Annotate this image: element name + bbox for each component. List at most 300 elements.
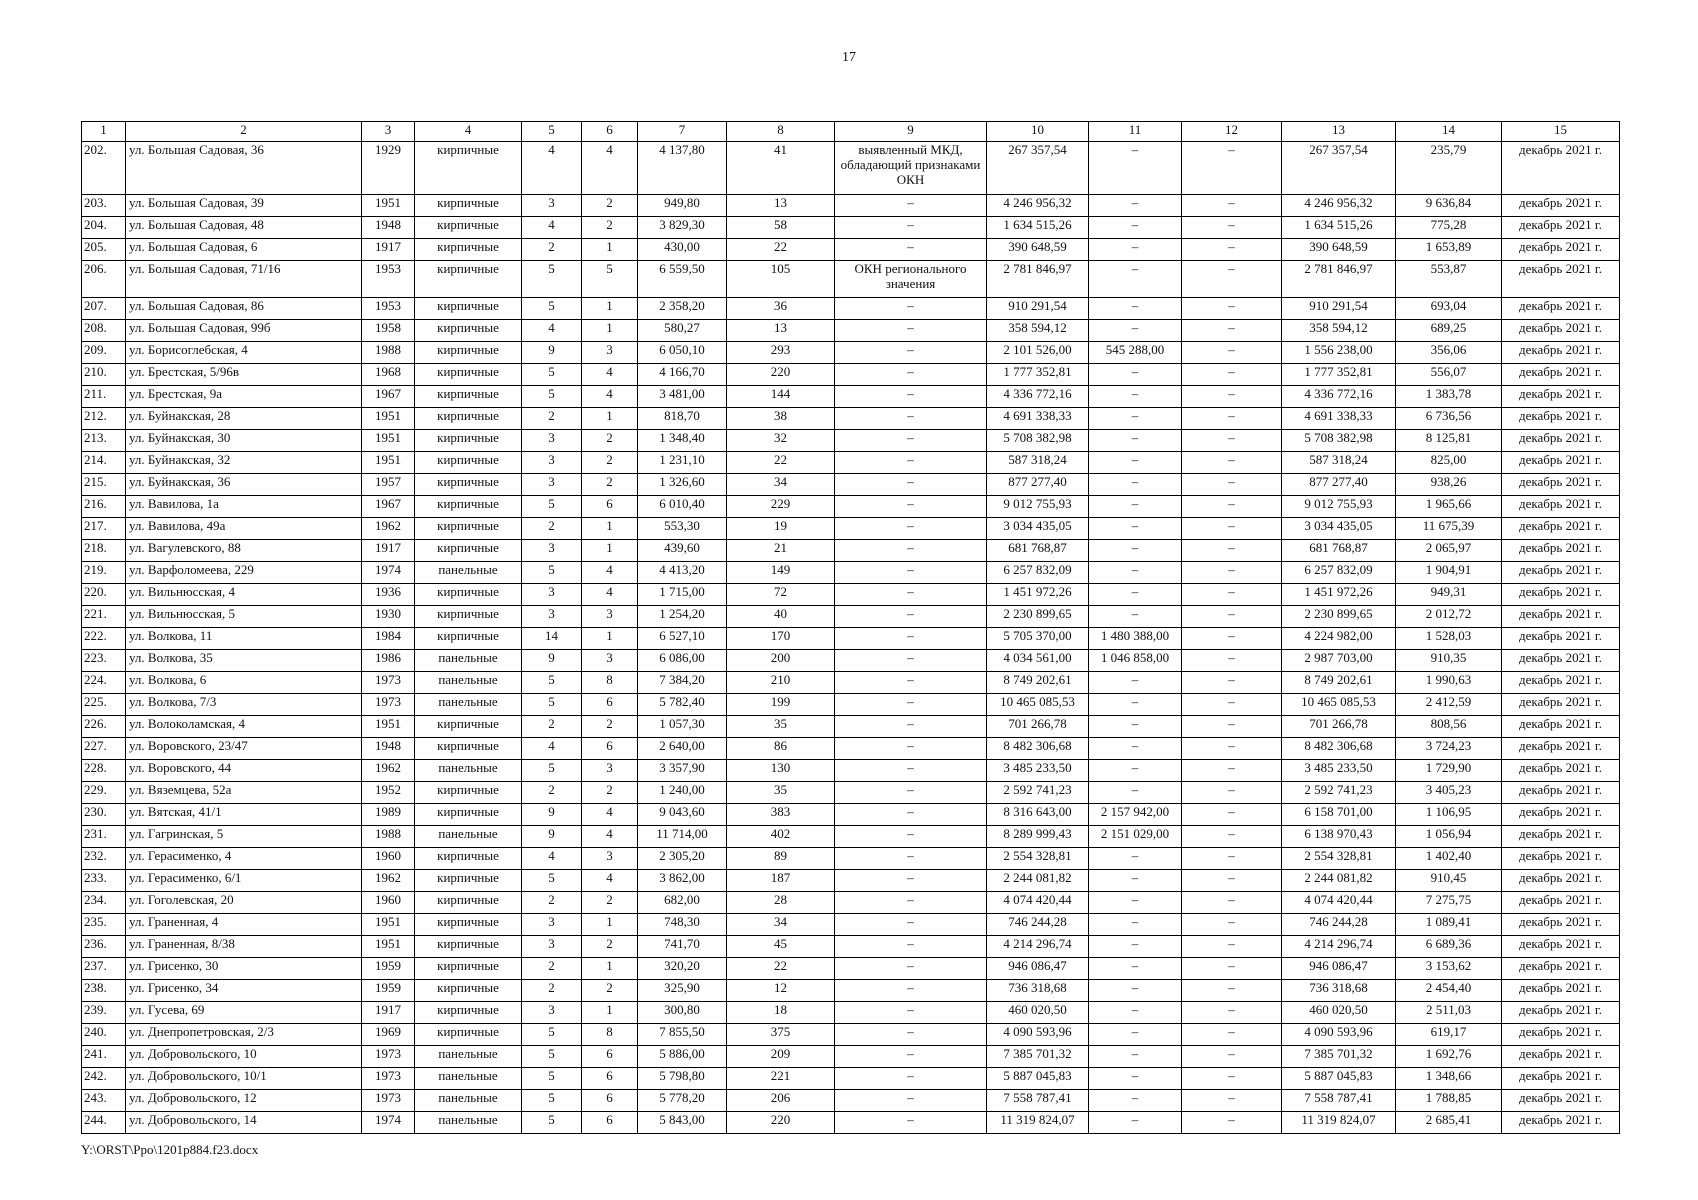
table-row bbox=[82, 195, 1620, 217]
table-cell-col-6: 3 bbox=[582, 606, 638, 628]
table-cell-col-2: ул. Добровольского, 14 bbox=[126, 1112, 362, 1134]
table-cell-col-13: 2 554 328,81 bbox=[1282, 848, 1396, 870]
table-cell-col-5: 5 bbox=[522, 672, 582, 694]
table-cell-col-7: 553,30 bbox=[638, 518, 727, 540]
table-cell-col-10: 460 020,50 bbox=[987, 1002, 1089, 1024]
table-cell-col-14: 356,06 bbox=[1396, 342, 1502, 364]
table-cell-col-6: 1 bbox=[582, 540, 638, 562]
table-row bbox=[82, 408, 1620, 430]
table-cell-col-3: 1984 bbox=[362, 628, 415, 650]
table-cell-col-5: 5 bbox=[522, 261, 582, 298]
table-cell-col-6: 2 bbox=[582, 936, 638, 958]
table-cell-col-9: – bbox=[835, 804, 987, 826]
table-cell-col-7: 9 043,60 bbox=[638, 804, 727, 826]
table-cell-col-15: декабрь 2021 г. bbox=[1502, 1090, 1620, 1112]
table-cell-col-3: 1959 bbox=[362, 980, 415, 1002]
table-cell-col-3: 1951 bbox=[362, 195, 415, 217]
table-cell-col-13: 877 277,40 bbox=[1282, 474, 1396, 496]
table-cell-col-13: 587 318,24 bbox=[1282, 452, 1396, 474]
table-row bbox=[82, 474, 1620, 496]
table-cell-col-4: кирпичные bbox=[415, 848, 522, 870]
table-row bbox=[82, 298, 1620, 320]
table-cell-col-5: 2 bbox=[522, 782, 582, 804]
table-cell-col-10: 6 257 832,09 bbox=[987, 562, 1089, 584]
table-cell-col-4: кирпичные bbox=[415, 584, 522, 606]
table-cell-col-11: – bbox=[1089, 239, 1182, 261]
table-cell-col-2: ул. Герасименко, 6/1 bbox=[126, 870, 362, 892]
table-cell-col-6: 6 bbox=[582, 1112, 638, 1134]
table-cell-col-10: 2 244 081,82 bbox=[987, 870, 1089, 892]
table-cell-col-14: 11 675,39 bbox=[1396, 518, 1502, 540]
table-cell-col-14: 775,28 bbox=[1396, 217, 1502, 239]
table-cell-col-2: ул. Волкова, 11 bbox=[126, 628, 362, 650]
table-cell-col-9: – bbox=[835, 518, 987, 540]
table-cell-col-3: 1951 bbox=[362, 716, 415, 738]
table-cell-col-1: 202. bbox=[82, 142, 126, 195]
table-cell-col-15: декабрь 2021 г. bbox=[1502, 1068, 1620, 1090]
table-cell-col-6: 1 bbox=[582, 958, 638, 980]
table-cell-col-9: – bbox=[835, 239, 987, 261]
table-cell-col-7: 6 527,10 bbox=[638, 628, 727, 650]
table-cell-col-3: 1962 bbox=[362, 760, 415, 782]
table-cell-col-6: 8 bbox=[582, 672, 638, 694]
table-cell-col-8: 18 bbox=[727, 1002, 835, 1024]
table-cell-col-2: ул. Гагринская, 5 bbox=[126, 826, 362, 848]
table-cell-col-15: декабрь 2021 г. bbox=[1502, 452, 1620, 474]
table-cell-col-12: – bbox=[1182, 342, 1282, 364]
table-cell-col-2: ул. Граненная, 8/38 bbox=[126, 936, 362, 958]
table-row bbox=[82, 430, 1620, 452]
table-cell-col-9: – bbox=[835, 584, 987, 606]
table-cell-col-14: 1 348,66 bbox=[1396, 1068, 1502, 1090]
table-cell-col-8: 130 bbox=[727, 760, 835, 782]
table-cell-col-11: – bbox=[1089, 217, 1182, 239]
table-cell-col-11: – bbox=[1089, 914, 1182, 936]
table-cell-col-5: 5 bbox=[522, 298, 582, 320]
table-cell-col-7: 6 010,40 bbox=[638, 496, 727, 518]
table-cell-col-11: – bbox=[1089, 672, 1182, 694]
table-cell-col-9: выявленный МКД, обладающий признаками ОКН bbox=[835, 142, 987, 195]
table-cell-col-9: – bbox=[835, 1090, 987, 1112]
table-cell-col-2: ул. Буйнакская, 36 bbox=[126, 474, 362, 496]
table-cell-col-14: 1 528,03 bbox=[1396, 628, 1502, 650]
table-cell-col-7: 5 778,20 bbox=[638, 1090, 727, 1112]
table-cell-col-7: 7 855,50 bbox=[638, 1024, 727, 1046]
table-cell-col-4: кирпичные bbox=[415, 408, 522, 430]
table-cell-col-6: 2 bbox=[582, 716, 638, 738]
table-cell-col-8: 13 bbox=[727, 320, 835, 342]
table-cell-col-13: 4 224 982,00 bbox=[1282, 628, 1396, 650]
table-cell-col-14: 2 511,03 bbox=[1396, 1002, 1502, 1024]
table-cell-col-13: 7 385 701,32 bbox=[1282, 1046, 1396, 1068]
table-cell-col-1: 213. bbox=[82, 430, 126, 452]
table-cell-col-9: – bbox=[835, 320, 987, 342]
table-cell-col-11: – bbox=[1089, 408, 1182, 430]
table-row bbox=[82, 540, 1620, 562]
table-cell-col-1: 226. bbox=[82, 716, 126, 738]
table-row bbox=[82, 804, 1620, 826]
table-cell-col-8: 206 bbox=[727, 1090, 835, 1112]
table-cell-col-9: – bbox=[835, 606, 987, 628]
table-cell-col-5: 5 bbox=[522, 1068, 582, 1090]
table-cell-col-14: 1 383,78 bbox=[1396, 386, 1502, 408]
table-cell-col-5: 5 bbox=[522, 1090, 582, 1112]
table-cell-col-9: – bbox=[835, 628, 987, 650]
table-cell-col-12: – bbox=[1182, 958, 1282, 980]
table-cell-col-8: 28 bbox=[727, 892, 835, 914]
table-cell-col-13: 2 987 703,00 bbox=[1282, 650, 1396, 672]
table-cell-col-4: кирпичные bbox=[415, 452, 522, 474]
table-cell-col-14: 3 405,23 bbox=[1396, 782, 1502, 804]
table-cell-col-8: 86 bbox=[727, 738, 835, 760]
table-cell-col-3: 1951 bbox=[362, 430, 415, 452]
table-cell-col-10: 9 012 755,93 bbox=[987, 496, 1089, 518]
table-cell-col-10: 4 090 593,96 bbox=[987, 1024, 1089, 1046]
table-row bbox=[82, 1068, 1620, 1090]
table-cell-col-7: 300,80 bbox=[638, 1002, 727, 1024]
table-cell-col-10: 4 214 296,74 bbox=[987, 936, 1089, 958]
table-cell-col-7: 6 086,00 bbox=[638, 650, 727, 672]
table-cell-col-5: 2 bbox=[522, 239, 582, 261]
table-cell-col-6: 4 bbox=[582, 562, 638, 584]
column-number-14: 14 bbox=[1396, 122, 1502, 142]
table-cell-col-1: 243. bbox=[82, 1090, 126, 1112]
table-cell-col-1: 204. bbox=[82, 217, 126, 239]
table-cell-col-12: – bbox=[1182, 1024, 1282, 1046]
table-cell-col-2: ул. Борисоглебская, 4 bbox=[126, 342, 362, 364]
table-cell-col-1: 238. bbox=[82, 980, 126, 1002]
table-cell-col-3: 1967 bbox=[362, 496, 415, 518]
table-cell-col-12: – bbox=[1182, 1090, 1282, 1112]
table-cell-col-7: 1 254,20 bbox=[638, 606, 727, 628]
table-cell-col-11: – bbox=[1089, 848, 1182, 870]
table-cell-col-15: декабрь 2021 г. bbox=[1502, 936, 1620, 958]
table-cell-col-10: 8 482 306,68 bbox=[987, 738, 1089, 760]
table-cell-col-7: 5 782,40 bbox=[638, 694, 727, 716]
table-cell-col-3: 1953 bbox=[362, 298, 415, 320]
table-cell-col-8: 220 bbox=[727, 364, 835, 386]
table-cell-col-12: – bbox=[1182, 606, 1282, 628]
table-cell-col-3: 1973 bbox=[362, 1090, 415, 1112]
table-cell-col-4: кирпичные bbox=[415, 1002, 522, 1024]
table-cell-col-8: 40 bbox=[727, 606, 835, 628]
table-cell-col-8: 22 bbox=[727, 958, 835, 980]
table-cell-col-13: 701 266,78 bbox=[1282, 716, 1396, 738]
table-cell-col-3: 1930 bbox=[362, 606, 415, 628]
table-cell-col-4: панельные bbox=[415, 1090, 522, 1112]
table-cell-col-4: кирпичные bbox=[415, 716, 522, 738]
table-cell-col-6: 6 bbox=[582, 1046, 638, 1068]
table-row bbox=[82, 496, 1620, 518]
table-cell-col-9: – bbox=[835, 364, 987, 386]
table-cell-col-9: – bbox=[835, 195, 987, 217]
table-cell-col-14: 1 402,40 bbox=[1396, 848, 1502, 870]
table-cell-col-14: 693,04 bbox=[1396, 298, 1502, 320]
file-path-footer: Y:\ORST\Ppo\1201p884.f23.docx bbox=[81, 1142, 259, 1157]
table-cell-col-4: кирпичные bbox=[415, 738, 522, 760]
table-cell-col-5: 5 bbox=[522, 496, 582, 518]
table-cell-col-3: 1929 bbox=[362, 142, 415, 195]
table-cell-col-4: кирпичные bbox=[415, 914, 522, 936]
table-cell-col-10: 681 768,87 bbox=[987, 540, 1089, 562]
table-cell-col-5: 4 bbox=[522, 848, 582, 870]
table-cell-col-8: 32 bbox=[727, 430, 835, 452]
table-cell-col-11: – bbox=[1089, 584, 1182, 606]
table-cell-col-9: – bbox=[835, 914, 987, 936]
table-cell-col-3: 1951 bbox=[362, 914, 415, 936]
table-cell-col-15: декабрь 2021 г. bbox=[1502, 738, 1620, 760]
table-cell-col-15: декабрь 2021 г. bbox=[1502, 1112, 1620, 1134]
table-cell-col-6: 2 bbox=[582, 474, 638, 496]
table-cell-col-10: 3 034 435,05 bbox=[987, 518, 1089, 540]
table-cell-col-1: 207. bbox=[82, 298, 126, 320]
table-cell-col-13: 8 482 306,68 bbox=[1282, 738, 1396, 760]
table-cell-col-4: кирпичные bbox=[415, 239, 522, 261]
table-cell-col-4: панельные bbox=[415, 1112, 522, 1134]
table-row bbox=[82, 760, 1620, 782]
table-cell-col-2: ул. Герасименко, 4 bbox=[126, 848, 362, 870]
table-cell-col-15: декабрь 2021 г. bbox=[1502, 628, 1620, 650]
table-row bbox=[82, 1090, 1620, 1112]
column-number-9: 9 bbox=[835, 122, 987, 142]
table-cell-col-8: 22 bbox=[727, 452, 835, 474]
table-cell-col-3: 1974 bbox=[362, 1112, 415, 1134]
table-cell-col-12: – bbox=[1182, 474, 1282, 496]
table-cell-col-12: – bbox=[1182, 195, 1282, 217]
table-cell-col-1: 231. bbox=[82, 826, 126, 848]
table-cell-col-2: ул. Добровольского, 10/1 bbox=[126, 1068, 362, 1090]
table-cell-col-7: 2 640,00 bbox=[638, 738, 727, 760]
table-cell-col-4: кирпичные bbox=[415, 1024, 522, 1046]
table-cell-col-9: – bbox=[835, 782, 987, 804]
table-cell-col-2: ул. Граненная, 4 bbox=[126, 914, 362, 936]
table-cell-col-8: 209 bbox=[727, 1046, 835, 1068]
table-cell-col-11: – bbox=[1089, 782, 1182, 804]
table-cell-col-13: 3 034 435,05 bbox=[1282, 518, 1396, 540]
table-cell-col-2: ул. Большая Садовая, 39 bbox=[126, 195, 362, 217]
column-number-10: 10 bbox=[987, 122, 1089, 142]
table-cell-col-13: 11 319 824,07 bbox=[1282, 1112, 1396, 1134]
table-cell-col-9: – bbox=[835, 298, 987, 320]
table-cell-col-1: 236. bbox=[82, 936, 126, 958]
table-cell-col-12: – bbox=[1182, 408, 1282, 430]
table-cell-col-8: 35 bbox=[727, 782, 835, 804]
table-cell-col-4: панельные bbox=[415, 672, 522, 694]
table-cell-col-11: – bbox=[1089, 320, 1182, 342]
table-cell-col-2: ул. Большая Садовая, 36 bbox=[126, 142, 362, 195]
table-cell-col-11: – bbox=[1089, 980, 1182, 1002]
table-cell-col-2: ул. Волкова, 35 bbox=[126, 650, 362, 672]
table-cell-col-3: 1960 bbox=[362, 848, 415, 870]
table-cell-col-15: декабрь 2021 г. bbox=[1502, 408, 1620, 430]
table-cell-col-4: кирпичные bbox=[415, 430, 522, 452]
table-cell-col-5: 3 bbox=[522, 452, 582, 474]
table-cell-col-11: – bbox=[1089, 261, 1182, 298]
table-cell-col-12: – bbox=[1182, 694, 1282, 716]
table-cell-col-1: 239. bbox=[82, 1002, 126, 1024]
table-cell-col-13: 6 158 701,00 bbox=[1282, 804, 1396, 826]
table-cell-col-13: 4 336 772,16 bbox=[1282, 386, 1396, 408]
table-cell-col-15: декабрь 2021 г. bbox=[1502, 430, 1620, 452]
table-cell-col-1: 242. bbox=[82, 1068, 126, 1090]
table-cell-col-7: 1 326,60 bbox=[638, 474, 727, 496]
table-row bbox=[82, 562, 1620, 584]
table-row bbox=[82, 518, 1620, 540]
table-cell-col-8: 45 bbox=[727, 936, 835, 958]
table-cell-col-11: 2 157 942,00 bbox=[1089, 804, 1182, 826]
table-cell-col-5: 2 bbox=[522, 958, 582, 980]
table-cell-col-13: 736 318,68 bbox=[1282, 980, 1396, 1002]
table-cell-col-14: 2 454,40 bbox=[1396, 980, 1502, 1002]
table-cell-col-4: кирпичные bbox=[415, 320, 522, 342]
table-row bbox=[82, 217, 1620, 239]
table-cell-col-6: 2 bbox=[582, 217, 638, 239]
table-cell-col-13: 6 257 832,09 bbox=[1282, 562, 1396, 584]
table-cell-col-13: 7 558 787,41 bbox=[1282, 1090, 1396, 1112]
table-cell-col-14: 1 904,91 bbox=[1396, 562, 1502, 584]
table-cell-col-15: декабрь 2021 г. bbox=[1502, 782, 1620, 804]
table-cell-col-3: 1948 bbox=[362, 217, 415, 239]
table-cell-col-6: 3 bbox=[582, 650, 638, 672]
table-cell-col-15: декабрь 2021 г. bbox=[1502, 760, 1620, 782]
table-cell-col-6: 3 bbox=[582, 342, 638, 364]
table-cell-col-6: 2 bbox=[582, 195, 638, 217]
table-cell-col-10: 877 277,40 bbox=[987, 474, 1089, 496]
table-cell-col-11: – bbox=[1089, 870, 1182, 892]
table-cell-col-8: 34 bbox=[727, 474, 835, 496]
table-cell-col-12: – bbox=[1182, 217, 1282, 239]
table-cell-col-10: 4 336 772,16 bbox=[987, 386, 1089, 408]
table-cell-col-14: 1 788,85 bbox=[1396, 1090, 1502, 1112]
table-cell-col-2: ул. Добровольского, 10 bbox=[126, 1046, 362, 1068]
table-cell-col-3: 1952 bbox=[362, 782, 415, 804]
table-cell-col-5: 2 bbox=[522, 980, 582, 1002]
table-cell-col-10: 2 230 899,65 bbox=[987, 606, 1089, 628]
table-cell-col-5: 9 bbox=[522, 804, 582, 826]
table-cell-col-11: – bbox=[1089, 1024, 1182, 1046]
table-cell-col-5: 3 bbox=[522, 1002, 582, 1024]
table-cell-col-12: – bbox=[1182, 848, 1282, 870]
table-cell-col-2: ул. Большая Садовая, 99б bbox=[126, 320, 362, 342]
table-cell-col-6: 3 bbox=[582, 848, 638, 870]
table-cell-col-11: – bbox=[1089, 694, 1182, 716]
column-number-12: 12 bbox=[1182, 122, 1282, 142]
table-cell-col-1: 240. bbox=[82, 1024, 126, 1046]
table-cell-col-15: декабрь 2021 г. bbox=[1502, 892, 1620, 914]
table-cell-col-12: – bbox=[1182, 672, 1282, 694]
table-cell-col-12: – bbox=[1182, 1068, 1282, 1090]
table-cell-col-5: 5 bbox=[522, 364, 582, 386]
table-cell-col-6: 2 bbox=[582, 892, 638, 914]
table-row bbox=[82, 716, 1620, 738]
table-cell-col-6: 4 bbox=[582, 584, 638, 606]
housing-register-table bbox=[81, 121, 1620, 1134]
table-cell-col-8: 170 bbox=[727, 628, 835, 650]
table-cell-col-1: 215. bbox=[82, 474, 126, 496]
table-cell-col-14: 235,79 bbox=[1396, 142, 1502, 195]
table-cell-col-4: кирпичные bbox=[415, 518, 522, 540]
table-cell-col-13: 910 291,54 bbox=[1282, 298, 1396, 320]
table-cell-col-3: 1968 bbox=[362, 364, 415, 386]
table-cell-col-3: 1974 bbox=[362, 562, 415, 584]
table-cell-col-12: – bbox=[1182, 628, 1282, 650]
table-cell-col-7: 3 481,00 bbox=[638, 386, 727, 408]
table-cell-col-8: 199 bbox=[727, 694, 835, 716]
table-cell-col-10: 2 554 328,81 bbox=[987, 848, 1089, 870]
table-cell-col-14: 553,87 bbox=[1396, 261, 1502, 298]
table-cell-col-13: 10 465 085,53 bbox=[1282, 694, 1396, 716]
table-cell-col-6: 1 bbox=[582, 914, 638, 936]
table-cell-col-10: 10 465 085,53 bbox=[987, 694, 1089, 716]
table-cell-col-10: 587 318,24 bbox=[987, 452, 1089, 474]
table-cell-col-7: 439,60 bbox=[638, 540, 727, 562]
table-cell-col-2: ул. Буйнакская, 28 bbox=[126, 408, 362, 430]
table-cell-col-2: ул. Большая Садовая, 6 bbox=[126, 239, 362, 261]
table-cell-col-9: – bbox=[835, 738, 987, 760]
table-cell-col-9: – bbox=[835, 562, 987, 584]
table-cell-col-14: 1 965,66 bbox=[1396, 496, 1502, 518]
table-row bbox=[82, 584, 1620, 606]
table-cell-col-14: 7 275,75 bbox=[1396, 892, 1502, 914]
table-cell-col-8: 210 bbox=[727, 672, 835, 694]
table-cell-col-12: – bbox=[1182, 870, 1282, 892]
table-cell-col-5: 3 bbox=[522, 936, 582, 958]
table-cell-col-13: 2 244 081,82 bbox=[1282, 870, 1396, 892]
table-cell-col-8: 19 bbox=[727, 518, 835, 540]
table-cell-col-10: 946 086,47 bbox=[987, 958, 1089, 980]
table-cell-col-1: 241. bbox=[82, 1046, 126, 1068]
table-cell-col-2: ул. Вяземцева, 52а bbox=[126, 782, 362, 804]
table-cell-col-1: 224. bbox=[82, 672, 126, 694]
table-cell-col-8: 89 bbox=[727, 848, 835, 870]
table-cell-col-7: 5 798,80 bbox=[638, 1068, 727, 1090]
table-cell-col-2: ул. Вильнюсская, 5 bbox=[126, 606, 362, 628]
table-cell-col-11: – bbox=[1089, 364, 1182, 386]
table-cell-col-3: 1967 bbox=[362, 386, 415, 408]
table-cell-col-11: 1 046 858,00 bbox=[1089, 650, 1182, 672]
table-cell-col-6: 4 bbox=[582, 364, 638, 386]
table-cell-col-2: ул. Добровольского, 12 bbox=[126, 1090, 362, 1112]
table-cell-col-14: 1 653,89 bbox=[1396, 239, 1502, 261]
table-cell-col-14: 9 636,84 bbox=[1396, 195, 1502, 217]
column-number-1: 1 bbox=[82, 122, 126, 142]
table-cell-col-1: 203. bbox=[82, 195, 126, 217]
table-cell-col-10: 1 777 352,81 bbox=[987, 364, 1089, 386]
table-cell-col-1: 230. bbox=[82, 804, 126, 826]
table-cell-col-15: декабрь 2021 г. bbox=[1502, 804, 1620, 826]
table-cell-col-3: 1936 bbox=[362, 584, 415, 606]
table-cell-col-9: – bbox=[835, 217, 987, 239]
table-cell-col-10: 5 705 370,00 bbox=[987, 628, 1089, 650]
table-cell-col-2: ул. Брестская, 5/96в bbox=[126, 364, 362, 386]
table-cell-col-13: 1 634 515,26 bbox=[1282, 217, 1396, 239]
table-cell-col-12: – bbox=[1182, 1002, 1282, 1024]
table-cell-col-10: 8 316 643,00 bbox=[987, 804, 1089, 826]
column-number-3: 3 bbox=[362, 122, 415, 142]
table-row bbox=[82, 848, 1620, 870]
table-cell-col-4: панельные bbox=[415, 650, 522, 672]
table-cell-col-4: панельные bbox=[415, 562, 522, 584]
table-cell-col-9: – bbox=[835, 342, 987, 364]
table-cell-col-8: 58 bbox=[727, 217, 835, 239]
table-cell-col-4: кирпичные bbox=[415, 540, 522, 562]
table-row bbox=[82, 1024, 1620, 1046]
table-cell-col-11: – bbox=[1089, 1068, 1182, 1090]
table-cell-col-14: 825,00 bbox=[1396, 452, 1502, 474]
table-cell-col-15: декабрь 2021 г. bbox=[1502, 518, 1620, 540]
table-cell-col-4: кирпичные bbox=[415, 782, 522, 804]
table-cell-col-13: 3 485 233,50 bbox=[1282, 760, 1396, 782]
